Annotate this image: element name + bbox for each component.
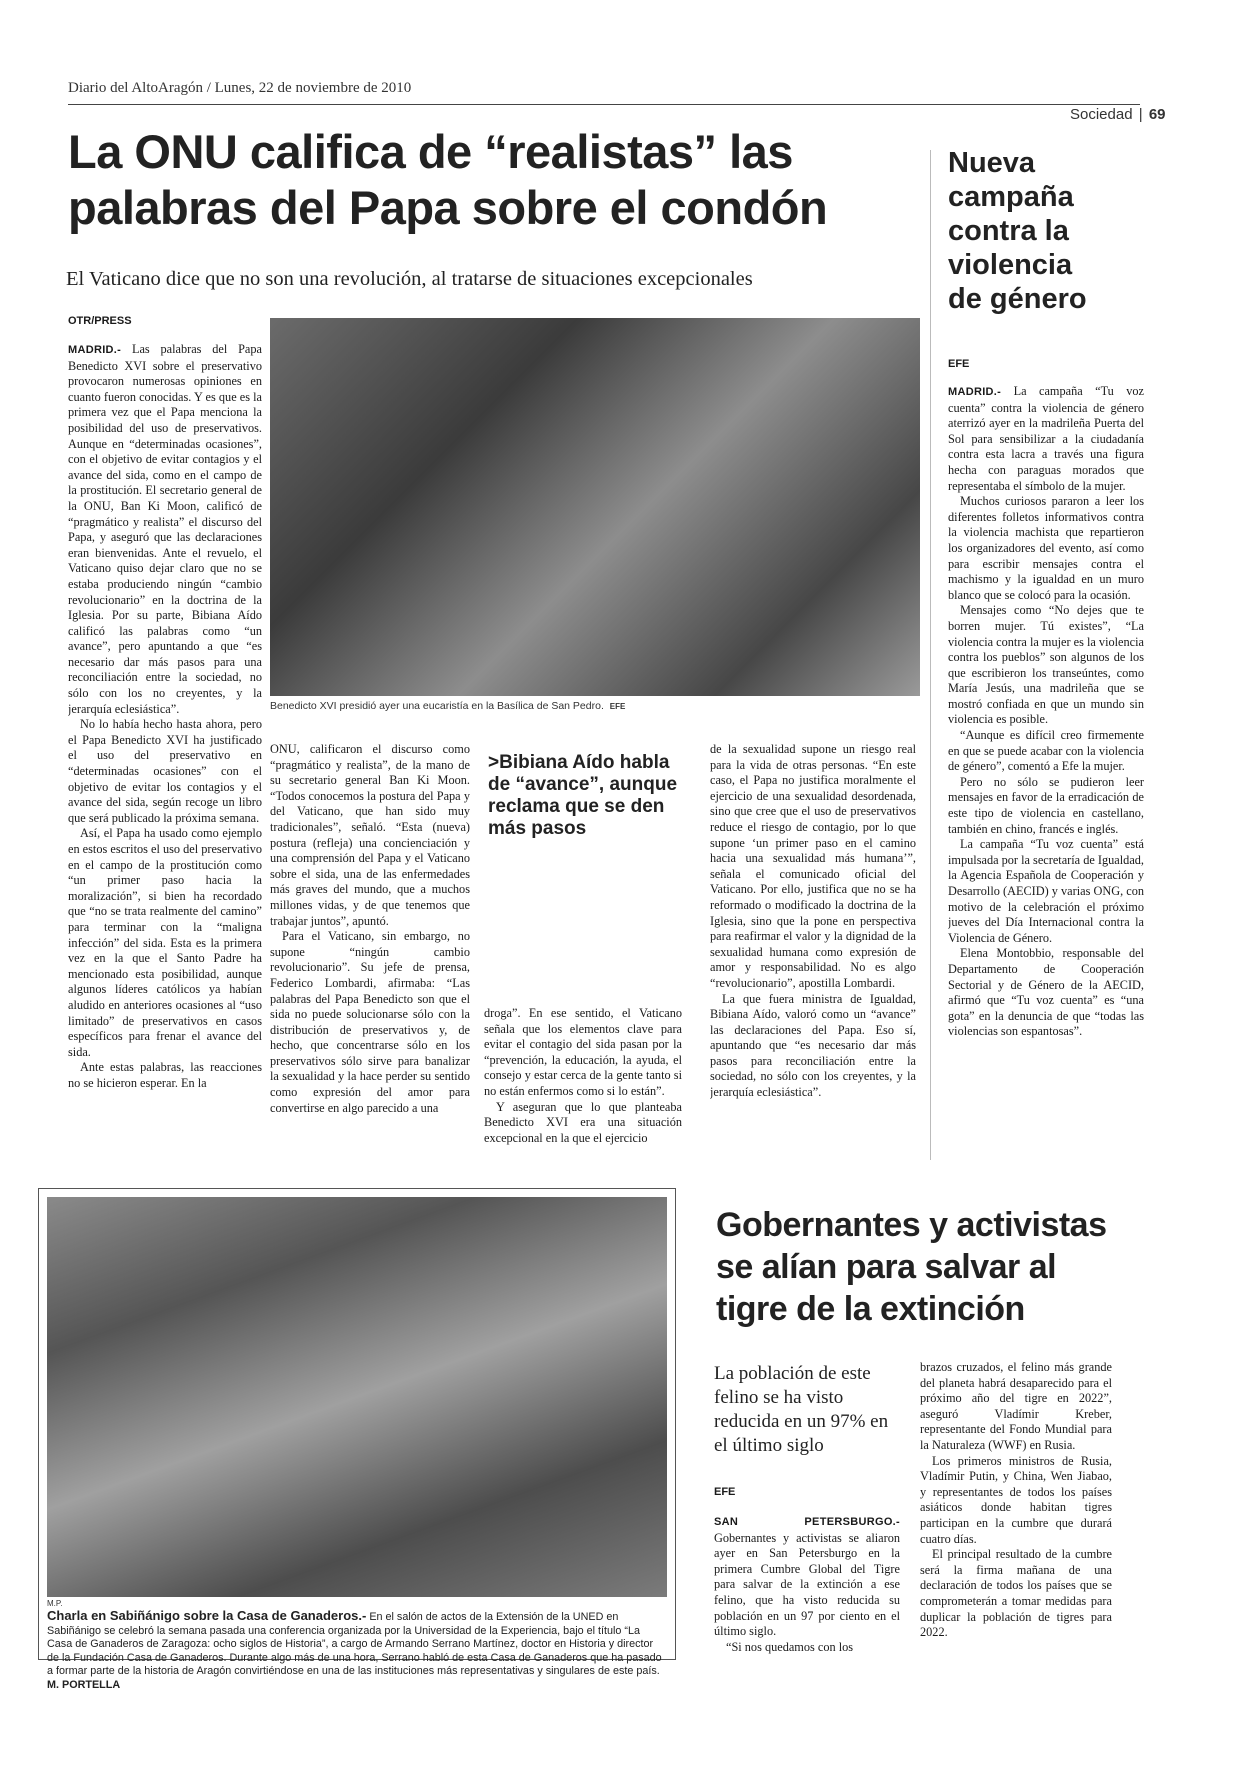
section-separator: |: [1138, 106, 1143, 123]
side-agency: EFE: [948, 358, 970, 370]
section-name: Sociedad: [1070, 106, 1133, 123]
main-col-1: [68, 342, 262, 1162]
side-headline-line-4: violencia: [948, 249, 1073, 281]
tiger-agency: EFE: [714, 1486, 736, 1498]
tiger-headline-line-1: Gobernantes y activistas: [716, 1206, 1107, 1244]
main-col1-p4: Ante estas palabras, las reacciones no se hicieron esperar. En la: [68, 1060, 262, 1090]
main-col4-p1: de la sexualidad supone un riesgo real para la vida de otras personas. “En este caso, el Papa no justifica moralmente el ejercicio de una sexualidad desordenada, sino que cree que el uso de preservativos reduce el riesgo de contagio, por lo que supone ‘un primer paso en el camino hacia una sexualidad más humana’”, señala el comunicado oficial del Vaticano. Por ello, justifica que no se ha reformado o modificado la doctrina de la Iglesia, sino que la pone en perspectiva para reafirmar el valor y la dignidad de la sexualidad humana como expresión de amor y responsabilidad. No es algo “revolucionario”, apostilla Lombardi.: [710, 742, 916, 990]
main-lead: MADRID.-: [68, 344, 122, 356]
tiger-col-1: [714, 1514, 900, 1664]
photo-box: [38, 1188, 676, 1691]
tiger-col2-p2: Los primeros ministros de Rusia, Vladímir Putin, y China, Wen Jiabao, y representantes de todos los países asiáticos donde habitan tigres participan en la cumbre que durará cuatro días.: [920, 1453, 1112, 1546]
tiger-col-2: [920, 1360, 1112, 1664]
tiger-col2-p3: El principal resultado de la cumbre será la firma mañana de una declaración de todos los países que se comprometerán a tomar medidas para duplicar la población de tigres para 2022.: [920, 1547, 1112, 1640]
main-col4-p2: La que fuera ministra de Igualdad, Bibiana Aído, valoró como un “avance” las declaraciones del Papa. Eso sí, apuntando que “es necesario dar más pasos para reconciliación entre la sociedad, no sólo con los creyentes, y la jerarquía eclesiástica”.: [710, 991, 916, 1100]
headline-line-2: palabras del Papa sobre el condón: [68, 181, 828, 234]
side-lead: MADRID.-: [948, 386, 1002, 398]
main-agency: OTR/PRESS: [68, 315, 132, 327]
tiger-headline-line-2: se alían para salvar al: [716, 1248, 1057, 1286]
conference-photo-credit: M.P.: [47, 1599, 63, 1608]
main-col2-p2: Para el Vaticano, sin embargo, no supone “ningún cambio revolucionario”. Su jefe de prensa, Federico Lombardi, afirmaba: “Las palabras del Papa Benedicto son que el sida no puede solucionarse sólo con la distribución de preservativos y, de hecho, que concentrarse sólo en los preservativos sólo sirve para banalizar la sexualidad y la hace perder su sentido como expresión del amor para convertirse en algo parecido a una: [270, 929, 470, 1115]
side-headline-line-2: campaña: [948, 181, 1074, 213]
side-headline: [948, 146, 1148, 316]
side-p7: Elena Montobbio, responsable del Departamento de Cooperación Sectorial y de Género de la AECID, afirmó que “Tu voz cuenta” es “una gota” en la denuncia de que “todas las violencias son espantosas”.: [948, 946, 1144, 1039]
caption-credit: EFE: [609, 702, 626, 711]
main-col1-p2: No lo había hecho hasta ahora, pero el Papa Benedicto XVI ha justificado el uso del preservativo en “determinadas ocasiones” con el objetivo de evitar los contagios y el avance del sida, según recoge un libro que será publicado la próxima semana.: [68, 717, 262, 825]
main-col-2: [270, 742, 470, 1162]
pope-photo-caption: [270, 700, 920, 712]
tiger-col1-p1: Gobernantes y activistas se aliaron ayer en San Petersburgo en la primera Cumbre Global del Tigre para salvar de la extinción a ese felino, que ha visto reducida su población en un 97 por ciento en el último siglo.: [714, 1530, 900, 1639]
conference-caption-text: En el salón de actos de la Extensión de la UNED en Sabiñánigo se celebró la semana pasada una conferencia organizada por la Universidad de la Experiencia, bajo el título “La Casa de Ganaderos de Zaragoza: ocho siglos de Historia”, a cargo de Armando Serrano Martínez, doctor en Historia y director de la Fundación Casa de Ganaderos. Durante algo más de una hora, Serrano habló de esta Casa de Ganaderos que ha pasado a formar parte de la historia de Aragón convirtiéndose en una de las instituciones más representativas y singulares de este país.: [47, 1611, 662, 1677]
side-p4: “Aunque es difícil creo firmemente en que se puede acabar con la violencia de género”, comentó a Efe la mujer.: [948, 728, 1144, 774]
main-col1-p1: Las palabras del Papa Benedicto XVI sobre el preservativo provocaron numerosas opiniones en cuanto fueron conocidas. Y es que es la primera vez que el Papa menciona la posibilidad del uso de preservativos. Aunque en “determinadas ocasiones”, con el objetivo de evitar contagios y el avance del sida, como en el campo de la prostitución. El secretario general de la ONU, Ban Ki Moon, calificó de “pragmático y realista” el discurso del Papa, y aseguró que las declaraciones eran bienvenidas. Ante el revuelo, el Vaticano quiso dejar claro que no se estaba produciendo ningún “cambio revolucionario” en la doctrina de la Iglesia. Por su parte, Bibiana Aído calificó las palabras como “un avance”, pero apuntando a que “es necesario dar más pasos para una reconciliación entre la sociedad, no sólo con los no creyentes, y la jerarquía eclesiástica”.: [68, 342, 262, 716]
side-headline-line-1: Nueva: [948, 147, 1036, 179]
side-p2: Muchos curiosos pararon a leer los diferentes folletos informativos contra la violencia machista que repartieron los organizadores del evento, así como para escribir mensajes contra el machismo y la igualdad en un muro blanco que se colocó para la ocasión.: [948, 494, 1144, 602]
header-rule: [68, 104, 1140, 105]
side-p3: Mensajes como “No dejes que te borren mujer. Tú existes”, “La violencia contra la mujer es la violencia contra los pueblos” son algunos de los que escribieron los transeúntes, como María Jesús, una madrileña que se mostró confiada en que un mundo sin violencia es posible.: [948, 603, 1144, 727]
main-col3-p1: droga”. En ese sentido, el Vaticano señala que los elementos clave para evitar el contagio del sida pasan por la “prevención, la educación, la ayuda, el consejo y estar cerca de la gente tanto si no están enfermos como si lo están”.: [484, 1006, 682, 1098]
pullquote: >Bibiana Aído habla de “avance”, aunque reclama que se den más pasos: [488, 752, 678, 839]
tiger-lead: SAN PETERSBURGO.-: [714, 1516, 900, 1528]
pope-photo: [270, 318, 920, 696]
main-headline: [68, 124, 948, 236]
section-label: [1070, 106, 1166, 123]
tiger-col2-p1: brazos cruzados, el felino más grande del planeta habrá desaparecido para el próximo año del tigre en 2022”, aseguró Vladímir Kreber, representante del Fondo Mundial para la Naturaleza (WWF) en Rusia.: [920, 1360, 1112, 1452]
tiger-col1-p2: “Si nos quedamos con los: [726, 1639, 854, 1654]
main-col-4: [710, 742, 916, 1162]
conference-caption: [47, 1609, 667, 1692]
page-number: 69: [1148, 106, 1166, 123]
main-col-3: [484, 1006, 682, 1162]
tiger-subhead: La población de este felino se ha visto reducida en un 97% en el último siglo: [714, 1363, 889, 1456]
main-col3-p2: Y aseguran que lo que planteaba Benedicto XVI era una situación excepcional en la que el ejercicio: [484, 1099, 682, 1145]
conference-caption-title: Charla en Sabiñánigo sobre la Casa de Ganaderos.-: [47, 1608, 367, 1623]
publication-header: Diario del AltoAragón / Lunes, 22 de noviembre de 2010: [68, 80, 412, 96]
caption-text: Benedicto XVI presidió ayer una eucaristía en la Basílica de San Pedro.: [270, 700, 604, 712]
side-headline-line-3: contra la: [948, 215, 1069, 247]
main-col2-p1: ONU, calificaron el discurso como “pragmático y realista”, de la mano de su secretario general Ban Ki Moon. “Todos conocemos la postura del Papa y del Vaticano, que han sido muy tradicionales”, señaló. “Esta (nueva) postura (refleja) una concienciación y una comprensión del Papa y el Vaticano sobre el sida, una de las enfermedades más graves del mundo, que a muchos millones vidas, y de que tenemos que trabajar juntos”, apuntó.: [270, 742, 470, 928]
conference-caption-author: M. PORTELLA: [47, 1678, 121, 1691]
column-divider: [930, 150, 931, 1160]
side-headline-line-5: de género: [948, 283, 1087, 315]
side-body: [948, 384, 1144, 1164]
side-p6: La campaña “Tu voz cuenta” está impulsada por la secretaría de Igualdad, la Agencia Española de Cooperación y Desarrollo (AECID) y varias ONG, con motivo de la celebración el próximo jueves del Día Internacional contra la Violencia de Género.: [948, 837, 1144, 945]
main-col1-p3: Así, el Papa ha usado como ejemplo en estos escritos el uso del preservativo en el campo de la prostitución como “un primer paso hacia la moralización”, si bien ha recordado que “no se trata realmente del camino” para terminar con la “maligna infección” del sida. Esta es la primera vez en la que el Santo Padre ha mencionado esta posibilidad, aunque algunos líderes católicos ya habían aludido en anteriores ocasiones al “uso limitado” de preservativos en casos específicos para frenar el avance del sida.: [68, 826, 262, 1059]
tiger-headline-line-3: tigre de la extinción: [716, 1290, 1025, 1328]
tiger-headline: [716, 1204, 1156, 1330]
side-p5: Pero no sólo se pudieron leer mensajes en favor de la erradicación de este tipo de violencia en castellano, también en chino, francés e inglés.: [948, 774, 1144, 836]
conference-photo: [47, 1197, 667, 1597]
headline-line-1: La ONU califica de “realistas” las: [68, 125, 793, 178]
side-p1: La campaña “Tu voz cuenta” contra la violencia de género aterrizó ayer en la madrileña Puerta del Sol para sensibilizar a la ciudadanía contra esta lacra a través una figura hecha con paraguas morados que representaba el símbolo de la mujer.: [948, 384, 1144, 493]
main-subheadline: El Vaticano dice que no son una revolución, al tratarse de situaciones excepcionales: [66, 268, 753, 290]
